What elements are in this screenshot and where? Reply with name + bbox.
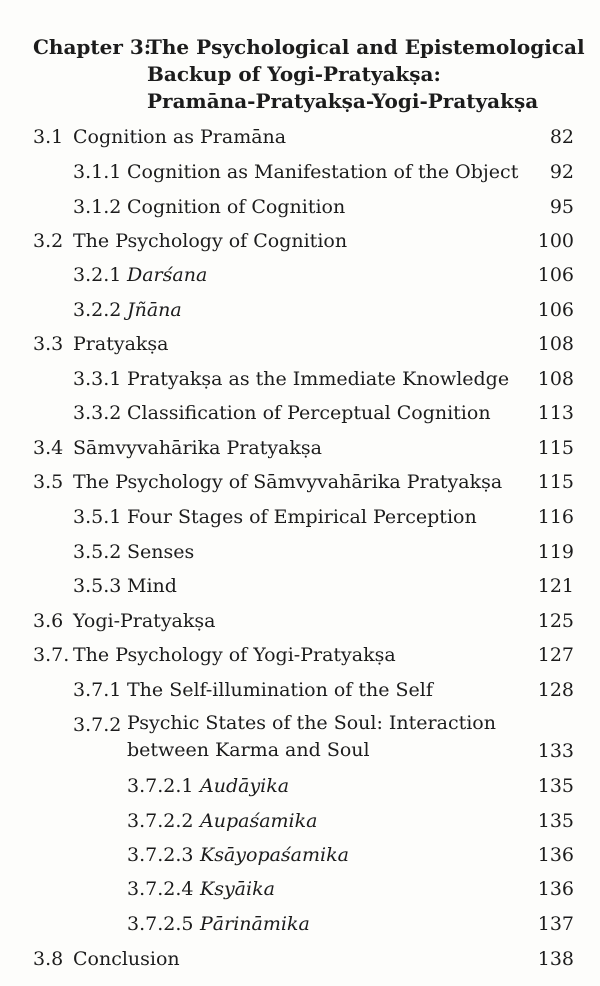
page-number: 121 xyxy=(537,575,574,597)
toc-entry xyxy=(0,364,600,394)
section-number: 3.5.2 xyxy=(73,541,122,563)
section-number: 3.1.2 xyxy=(73,196,122,218)
page-number: 115 xyxy=(537,471,574,493)
page-number: 125 xyxy=(537,610,574,632)
section-title: Darśana xyxy=(127,264,208,286)
section-number: 3.2.2 xyxy=(73,299,122,321)
section-number: 3.5.3 xyxy=(73,575,122,597)
page-number: 138 xyxy=(537,948,574,970)
section-title: Classification of Perceptual Cognition xyxy=(127,402,491,424)
section-title: Mind xyxy=(127,575,177,597)
section-title-line: between Karma and Soul xyxy=(127,739,370,761)
toc-entry xyxy=(0,606,600,636)
page-number: 92 xyxy=(549,161,574,183)
page-number: 106 xyxy=(537,264,574,286)
toc-entry xyxy=(0,329,600,359)
section-number: 3.3.1 xyxy=(73,368,122,390)
toc-entry xyxy=(0,157,600,187)
section-title: Pratyakṣa xyxy=(73,333,169,355)
page-number: 82 xyxy=(549,126,574,148)
section-number: 3.2.1 xyxy=(73,264,122,286)
section-title: Senses xyxy=(127,541,195,563)
section-title: Pārināmika xyxy=(200,913,310,935)
section-title-line: Psychic States of the Soul: Interaction xyxy=(127,712,496,734)
page-number: 106 xyxy=(537,299,574,321)
toc-entry xyxy=(0,710,600,766)
chapter-label: Chapter 3: xyxy=(33,35,152,59)
toc-entry xyxy=(0,806,600,836)
toc-entry xyxy=(0,909,600,939)
toc-entry xyxy=(0,467,600,497)
section-number: 3.4 xyxy=(33,437,64,459)
toc-entry xyxy=(0,874,600,904)
page-number: 135 xyxy=(537,775,574,797)
section-number: 3.7.2.4 xyxy=(127,878,194,900)
section-number: 3.7.2.2 xyxy=(127,810,194,832)
section-number: 3.7.2.5 xyxy=(127,913,194,935)
toc-entry xyxy=(0,226,600,256)
section-title: The Psychology of Yogi-Pratyakṣa xyxy=(73,644,396,666)
section-number: 3.8 xyxy=(33,948,64,970)
section-title: Ksyāika xyxy=(200,878,275,900)
chapter-title-line: The Psychological and Epistemological xyxy=(147,35,585,59)
section-title: Cognition as Manifestation of the Object xyxy=(127,161,519,183)
page-number: 133 xyxy=(537,740,574,762)
section-title: Ksāyopaśamika xyxy=(200,844,349,866)
toc-entry xyxy=(0,398,600,428)
section-number: 3.1 xyxy=(33,126,64,148)
page-number: 108 xyxy=(537,368,574,390)
section-number: 3.7.2.3 xyxy=(127,844,194,866)
toc-entry xyxy=(0,295,600,325)
section-title: Pratyakṣa as the Immediate Knowledge xyxy=(127,368,510,390)
section-title: Yogi-Pratyakṣa xyxy=(73,610,216,632)
section-title: Jñāna xyxy=(127,299,182,321)
toc-entry xyxy=(0,122,600,152)
toc-entry xyxy=(0,537,600,567)
section-title: The Self-illumination of the Self xyxy=(127,679,433,701)
section-number: 3.3 xyxy=(33,333,64,355)
chapter-title-line: Pramāna-Pratyakṣa-Yogi-Pratyakṣa xyxy=(147,89,539,113)
chapter-title-line: Backup of Yogi-Pratyakṣa: xyxy=(147,62,441,86)
page-number: 136 xyxy=(537,878,574,900)
section-number: 3.2 xyxy=(33,230,64,252)
page-number: 100 xyxy=(537,230,574,252)
toc-entry xyxy=(0,260,600,290)
page-number: 115 xyxy=(537,437,574,459)
page-number: 119 xyxy=(537,541,574,563)
section-title: Cognition as Pramāna xyxy=(73,126,287,148)
toc-entry xyxy=(0,944,600,974)
toc-entry xyxy=(0,840,600,870)
section-number: 3.1.1 xyxy=(73,161,122,183)
page-number: 95 xyxy=(549,196,574,218)
toc-entry xyxy=(0,675,600,705)
section-title: Four Stages of Empirical Perception xyxy=(127,506,477,528)
section-title: Conclusion xyxy=(73,948,180,970)
section-number: 3.7. xyxy=(33,644,70,666)
page-number: 128 xyxy=(537,679,574,701)
page-number: 113 xyxy=(537,402,574,424)
section-title: Aupaśamika xyxy=(200,810,318,832)
section-title: Cognition of Cognition xyxy=(127,196,346,218)
section-title: The Psychology of Sāmvyvahārika Pratyakṣa xyxy=(73,471,503,493)
section-number: 3.5 xyxy=(33,471,64,493)
section-number: 3.7.1 xyxy=(73,679,122,701)
toc-entry xyxy=(0,640,600,670)
section-number: 3.5.1 xyxy=(73,506,122,528)
section-number: 3.7.2.1 xyxy=(127,775,194,797)
toc-entry xyxy=(0,771,600,801)
toc-entry xyxy=(0,192,600,222)
toc-entry xyxy=(0,571,600,601)
page-number: 116 xyxy=(537,506,574,528)
section-number: 3.7.2 xyxy=(73,714,122,736)
section-title: Audāyika xyxy=(200,775,290,797)
page-number: 127 xyxy=(537,644,574,666)
page-number: 136 xyxy=(537,844,574,866)
section-title: The Psychology of Cognition xyxy=(73,230,348,252)
section-number: 3.3.2 xyxy=(73,402,122,424)
page-number: 137 xyxy=(537,913,574,935)
toc-entry xyxy=(0,502,600,532)
section-number: 3.6 xyxy=(33,610,64,632)
section-title xyxy=(127,710,496,764)
page-number: 108 xyxy=(537,333,574,355)
toc-entry xyxy=(0,433,600,463)
section-title: Sāmvyvahārika Pratyakṣa xyxy=(73,437,322,459)
page-number: 135 xyxy=(537,810,574,832)
